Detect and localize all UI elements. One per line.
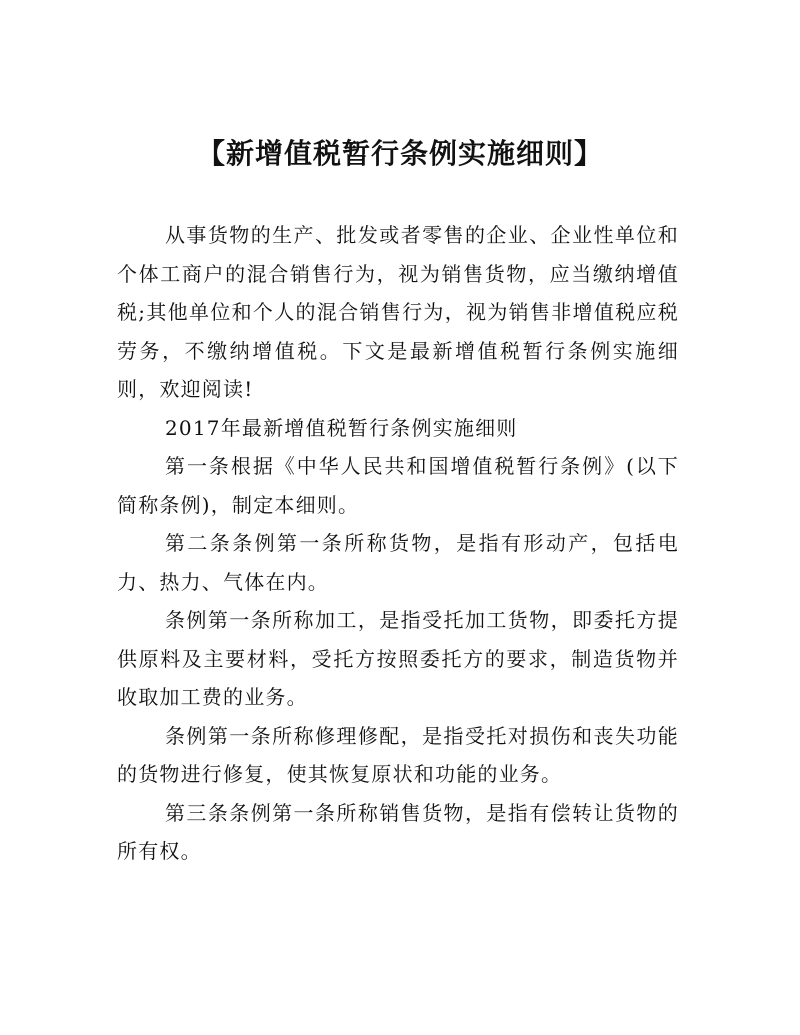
paragraph-intro: 从事货物的生产、批发或者零售的企业、企业性单位和个体工商户的混合销售行为，视为销售货物，应当缴纳增值税;其他单位和个人的混合销售行为，视为销售非增值税应税劳务，不缴纳增值税。下文是最新增值税暂行条例实施细则，欢迎阅读!	[117, 223, 679, 401]
paragraph-article-1: 第一条根据《中华人民共和国增值税暂行条例》(以下简称条例)，制定本细则。	[117, 454, 679, 517]
document-body	[117, 216, 679, 871]
document-title: 【新增值税暂行条例实施细则】	[196, 137, 603, 170]
paragraph-article-3: 第三条条例第一条所称销售货物，是指有偿转让货物的所有权。	[117, 800, 679, 863]
paragraph-article-2: 第二条条例第一条所称货物，是指有形动产，包括电力、热力、气体在内。	[117, 531, 679, 594]
paragraph-repair: 条例第一条所称修理修配，是指受托对损伤和丧失功能的货物进行修复，使其恢复原状和功能的业务。	[117, 723, 679, 786]
paragraph-processing: 条例第一条所称加工，是指受托加工货物，即委托方提供原料及主要材料，受托方按照委托方的要求，制造货物并收取加工费的业务。	[117, 608, 679, 709]
paragraph-subtitle: 2017年最新增值税暂行条例实施细则	[165, 415, 518, 440]
